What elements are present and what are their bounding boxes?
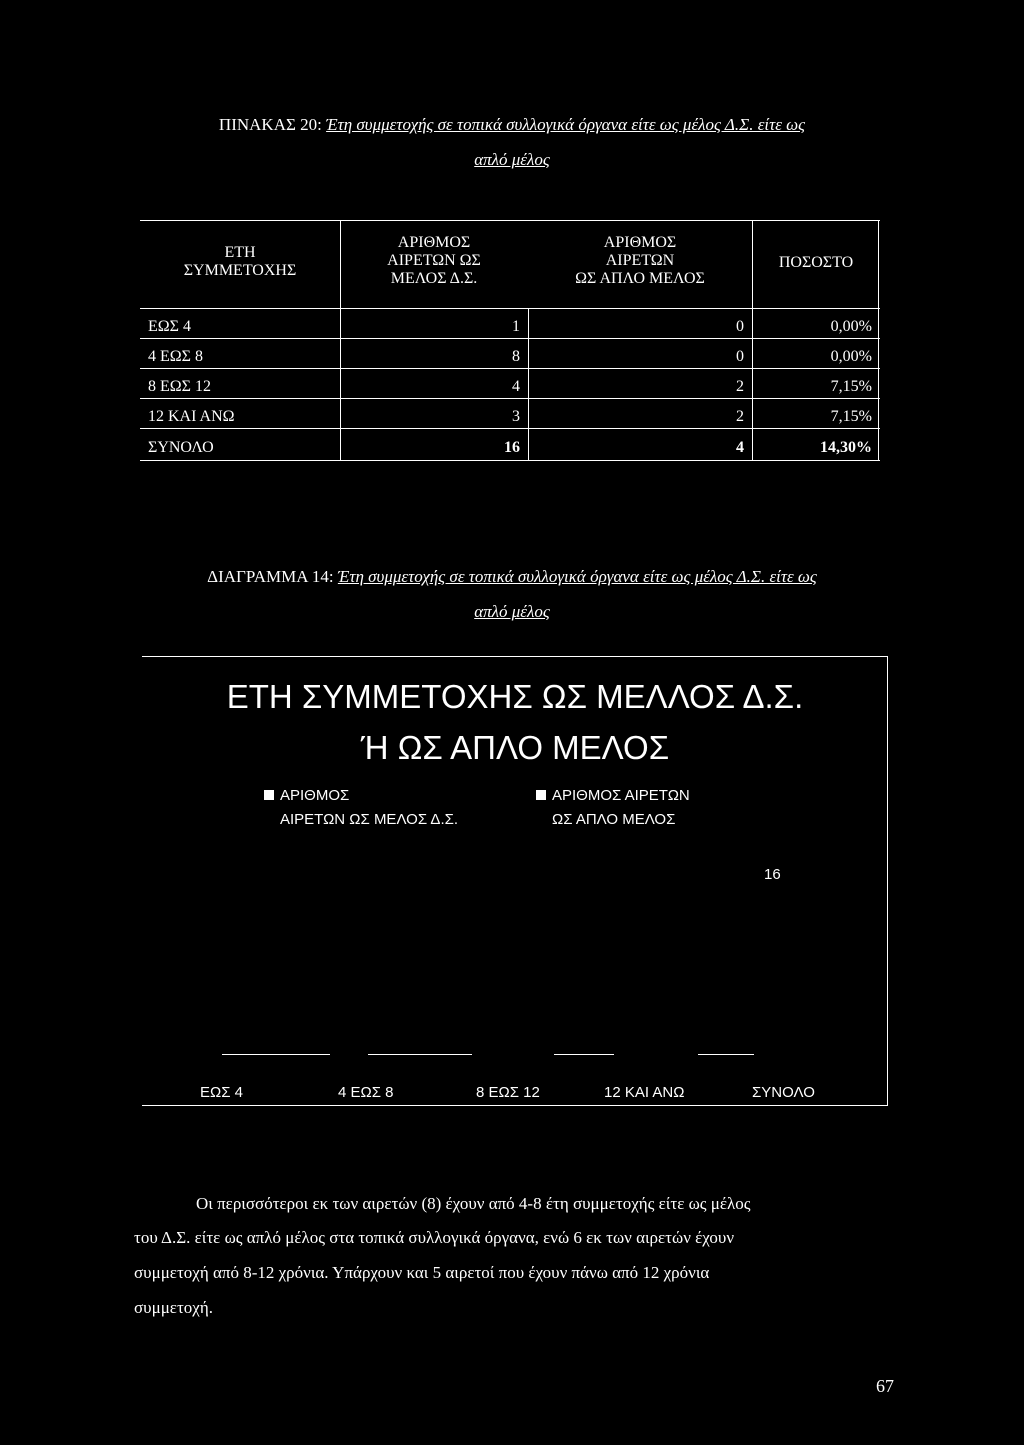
chart-caption-line2 xyxy=(0,602,1024,622)
table-cell: 0,00% xyxy=(830,348,872,365)
header-percentage: ΠΟΣΟΣΤΟ xyxy=(778,254,854,271)
legend-swatch xyxy=(264,790,274,800)
x-tick-label: 4 ΕΩΣ 8 xyxy=(338,1084,394,1101)
data-label: 16 xyxy=(764,866,781,883)
data-table xyxy=(140,220,880,465)
chart-title-line1: ΕΤΗ ΣΥΜΜΕΤΟΧΗΣ ΩΣ ΜΕΛΛΟΣ Δ.Σ. xyxy=(226,678,804,715)
table-cell: 7,15% xyxy=(830,408,872,425)
table-caption-label: ΠΙΝΑΚΑΣ 20: xyxy=(218,115,322,134)
table-cell: 12 ΚΑΙ ΑΝΩ xyxy=(148,408,235,425)
x-tick-label: ΕΩΣ 4 xyxy=(200,1084,244,1101)
table-caption-title-cont: απλό μέλος xyxy=(474,150,550,169)
table-cell: 4 xyxy=(736,439,744,456)
table-cell: 0 xyxy=(736,348,744,365)
chart-area xyxy=(142,656,888,1106)
chart-title-line2: Ή ΩΣ ΑΠΛΟ ΜΕΛΟΣ xyxy=(360,729,670,766)
legend-item-simple: ΑΡΙΘΜΟΣ ΑΙΡΕΤΩΝ ΩΣ ΑΠΛΟ ΜΕΛΟΣ xyxy=(536,784,690,832)
chart-caption-title-cont: απλό μέλος xyxy=(474,602,550,621)
x-tick-label: 8 ΕΩΣ 12 xyxy=(476,1084,540,1101)
bar-baseline xyxy=(698,1054,754,1055)
table-cell: ΕΩΣ 4 xyxy=(148,318,191,335)
table-caption-line2 xyxy=(0,150,1024,170)
table-cell: 2 xyxy=(736,408,744,425)
bar-baseline xyxy=(368,1054,472,1055)
paragraph-line: Οι περισσότεροι εκ των αιρετών (8) έχουν από 4-8 έτη συμμετοχής είτε ως μέλος xyxy=(196,1194,751,1213)
paragraph-line: συμμετοχή. xyxy=(134,1298,213,1317)
table-cell: ΣΥΝΟΛΟ xyxy=(148,439,214,456)
x-tick-label: 12 ΚΑΙ ΑΝΩ xyxy=(604,1084,685,1101)
header-years: ΕΤΗ ΣΥΜΜΕΤΟΧΗΣ xyxy=(183,244,297,279)
table-cell: 0,00% xyxy=(830,318,872,335)
header-simple-members: ΑΡΙΘΜΟΣ ΑΙΡΕΤΩΝ ΩΣ ΑΠΛΟ ΜΕΛΟΣ xyxy=(575,234,705,287)
table-cell: 4 xyxy=(512,378,520,395)
table-cell: 1 xyxy=(512,318,520,335)
paragraph-line: του Δ.Σ. είτε ως απλό μέλος στα τοπικά συλλογικά όργανα, ενώ 6 εκ των αιρετών έχουν xyxy=(134,1228,735,1247)
chart-caption xyxy=(0,567,1024,587)
table-cell: 0 xyxy=(736,318,744,335)
table-cell: 4 ΕΩΣ 8 xyxy=(148,348,203,365)
chart-caption-title: Έτη συμμετοχής σε τοπικά συλλογικά όργανα είτε ως μέλος Δ.Σ. είτε ως xyxy=(337,567,817,586)
table-cell: 16 xyxy=(504,439,520,456)
table-cell: 14,30% xyxy=(820,439,872,456)
legend-item-board: ΑΡΙΘΜΟΣ ΑΙΡΕΤΩΝ ΩΣ ΜΕΛΟΣ Δ.Σ. xyxy=(264,784,458,832)
bar-baseline xyxy=(222,1054,330,1055)
page-number: 67 xyxy=(876,1376,894,1396)
table-caption-title: Έτη συμμετοχής σε τοπικά συλλογικά όργανα είτε ως μέλος Δ.Σ. είτε ως xyxy=(326,115,806,134)
bar-baseline xyxy=(554,1054,614,1055)
legend-swatch xyxy=(536,790,546,800)
table-caption xyxy=(0,115,1024,135)
table-cell: 8 xyxy=(512,348,520,365)
table-cell: 3 xyxy=(512,408,520,425)
paragraph-line: συμμετοχή από 8-12 χρόνια. Υπάρχουν και 5 αιρετοί που έχουν πάνω από 12 χρόνια xyxy=(134,1263,710,1282)
table-cell: 2 xyxy=(736,378,744,395)
table-cell: 7,15% xyxy=(830,378,872,395)
header-board-members: ΑΡΙΘΜΟΣ ΑΙΡΕΤΩΝ ΩΣ ΜΕΛΟΣ Δ.Σ. xyxy=(387,234,481,287)
table-cell: 8 ΕΩΣ 12 xyxy=(148,378,211,395)
x-tick-label: ΣΥΝΟΛΟ xyxy=(752,1084,815,1101)
chart-caption-label: ΔΙΑΓΡΑΜΜΑ 14: xyxy=(207,567,334,586)
